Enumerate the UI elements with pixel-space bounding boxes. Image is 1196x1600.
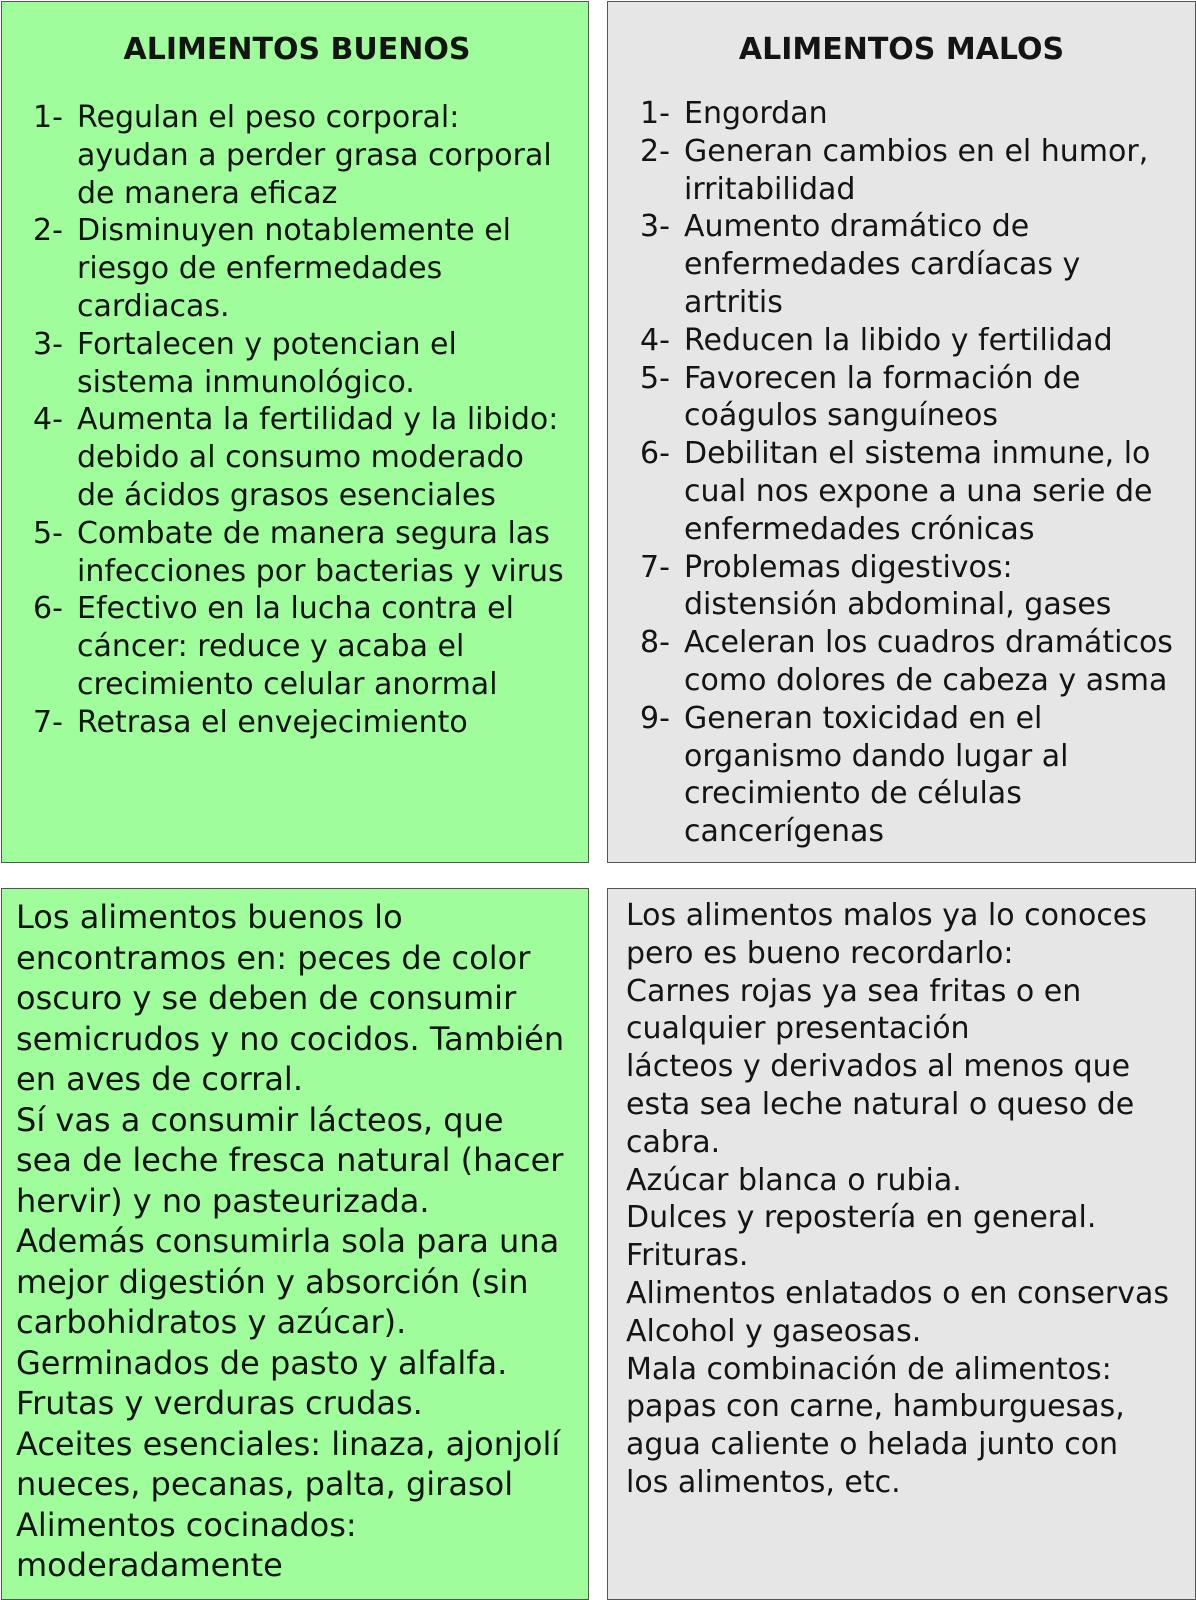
list-item-text-line: riesgo de enfermedades bbox=[77, 251, 443, 287]
text-line: lácteos y derivados al menos que bbox=[626, 1049, 1131, 1085]
good-foods-title: ALIMENTOS BUENOS bbox=[123, 32, 471, 67]
text-line: Sí vas a consumir lácteos, que bbox=[16, 1100, 504, 1139]
list-item-text-line: Fortalecen y potencian el bbox=[77, 326, 457, 362]
list-item-number: 7- bbox=[33, 704, 63, 740]
list-item-text-line: Aumento dramático de bbox=[684, 209, 1030, 245]
text-line: semicrudos y no cocidos. También bbox=[16, 1019, 565, 1058]
text-line: Además consumirla sola para una bbox=[16, 1222, 560, 1260]
list-item-text-line: Problemas digestivos: bbox=[684, 549, 1013, 585]
list-item-text-line: distensión abdominal, gases bbox=[684, 587, 1112, 623]
list-item-text-line: irritabilidad bbox=[684, 171, 856, 207]
list-item-text-line: debido al consumo moderado bbox=[77, 440, 524, 476]
list-item-text-line: cáncer: reduce y acaba el bbox=[77, 629, 465, 665]
text-line: mejor digestión y absorción (sin bbox=[16, 1262, 529, 1301]
text-line: Frituras. bbox=[626, 1238, 749, 1274]
list-item-number: 9- bbox=[640, 700, 670, 736]
bad-foods-title: ALIMENTOS MALOS bbox=[738, 32, 1065, 67]
list-item-text-line: Favorecen la formación de bbox=[684, 360, 1081, 396]
text-line: carbohidratos y azúcar). bbox=[16, 1303, 407, 1341]
list-item bbox=[640, 435, 1195, 548]
list-item bbox=[33, 704, 588, 742]
text-line: sea de leche fresca natural (hacer bbox=[16, 1141, 564, 1179]
text-line: Los alimentos buenos lo bbox=[16, 898, 403, 936]
list-item-number: 4- bbox=[33, 402, 63, 438]
list-item-text-line: cardiacas. bbox=[77, 288, 230, 324]
text-line: papas con carne, hamburguesas, bbox=[626, 1389, 1125, 1425]
list-item bbox=[33, 401, 588, 514]
list-item-number: 2- bbox=[640, 133, 670, 169]
list-item bbox=[640, 133, 1195, 209]
list-item-text-line: coágulos sanguíneos bbox=[684, 398, 999, 434]
list-item-text-line: de manera eficaz bbox=[77, 175, 338, 211]
text-line: moderadamente bbox=[16, 1546, 283, 1584]
text-line: Alimentos cocinados: bbox=[16, 1505, 357, 1544]
text-line: Aceites esenciales: linaza, ajonjolí bbox=[16, 1424, 561, 1463]
text-line: Carnes rojas ya sea fritas o en bbox=[626, 973, 1082, 1009]
list-item bbox=[640, 624, 1195, 700]
text-line: los alimentos, etc. bbox=[626, 1464, 901, 1500]
text-line: oscuro y se deben de consumir bbox=[16, 979, 517, 1017]
list-item-number: 6- bbox=[33, 591, 63, 627]
list-item-number: 6- bbox=[640, 436, 670, 472]
list-item-text-line: Generan cambios en el humor, bbox=[684, 133, 1149, 169]
list-item-text-line: como dolores de cabeza y asma bbox=[684, 662, 1168, 698]
bad-foods-effects-list bbox=[640, 95, 1195, 851]
list-item-number: 1- bbox=[640, 96, 670, 131]
list-item bbox=[640, 95, 1195, 133]
text-line: Germinados de pasto y alfalfa. bbox=[16, 1343, 508, 1382]
list-item-text-line: de ácidos grasos esenciales bbox=[77, 477, 496, 513]
list-item-number: 5- bbox=[33, 515, 63, 551]
text-line: pero es bueno recordarlo: bbox=[626, 935, 1014, 971]
list-item-text-line: organismo dando lugar al bbox=[684, 738, 1069, 774]
list-item-text-line: artritis bbox=[684, 284, 783, 320]
list-item-text-line: infecciones por bacterias y virus bbox=[77, 553, 564, 589]
list-item-text-line: Regulan el peso corporal: bbox=[77, 100, 460, 135]
text-line: hervir) y no pasteurizada. bbox=[16, 1181, 430, 1220]
text-line: Azúcar blanca o rubia. bbox=[626, 1162, 962, 1198]
list-item-text-line: Disminuyen notablemente el bbox=[77, 213, 512, 249]
list-item-text-line: cancerígenas bbox=[684, 814, 885, 850]
list-item-text-line: Aceleran los cuadros dramáticos bbox=[684, 625, 1173, 661]
list-item-text-line: sistema inmunológico. bbox=[77, 364, 415, 400]
list-item bbox=[33, 590, 588, 703]
list-item bbox=[33, 212, 588, 325]
list-item bbox=[640, 700, 1195, 851]
bad-foods-sources-text bbox=[608, 889, 1195, 1502]
list-item-number: 5- bbox=[640, 360, 670, 396]
list-item-text-line: Aumenta la fertilidad y la libido: bbox=[77, 402, 559, 438]
list-item-text-line: Combate de manera segura las bbox=[77, 515, 550, 551]
good-foods-benefits-box bbox=[1, 1, 589, 863]
list-item-text-line: Generan toxicidad en el bbox=[684, 700, 1043, 736]
good-foods-sources-box bbox=[1, 888, 589, 1600]
text-line: esta sea leche natural o queso de bbox=[626, 1086, 1135, 1122]
list-item-number: 3- bbox=[640, 209, 670, 245]
list-item-text-line: Reducen la libido y fertilidad bbox=[684, 322, 1113, 358]
good-foods-benefits-list bbox=[33, 99, 588, 742]
list-item-number: 3- bbox=[33, 326, 63, 362]
list-item bbox=[33, 326, 588, 402]
text-line: Los alimentos malos ya lo conoces bbox=[626, 898, 1147, 933]
list-item-text-line: enfermedades crónicas bbox=[684, 511, 1035, 547]
list-item bbox=[640, 360, 1195, 436]
list-item-text-line: enfermedades cardíacas y bbox=[684, 247, 1081, 283]
list-item bbox=[33, 99, 588, 212]
text-line: agua caliente o helada junto con bbox=[626, 1427, 1119, 1463]
list-item-text-line: Efectivo en la lucha contra el bbox=[77, 591, 514, 627]
text-line: Mala combinación de alimentos: bbox=[626, 1351, 1112, 1387]
list-item-number: 4- bbox=[640, 322, 670, 358]
text-line: nueces, pecanas, palta, girasol bbox=[16, 1465, 514, 1503]
bad-foods-effects-box bbox=[607, 1, 1196, 863]
list-item-number: 2- bbox=[33, 213, 63, 249]
text-line: Frutas y verduras crudas. bbox=[16, 1384, 423, 1422]
text-line: encontramos en: peces de color bbox=[16, 938, 531, 977]
list-item-text-line: Retrasa el envejecimiento bbox=[77, 704, 468, 740]
text-line: en aves de corral. bbox=[16, 1060, 303, 1098]
list-item-text-line: Engordan bbox=[684, 96, 828, 131]
list-item-text-line: crecimiento de células bbox=[684, 776, 1022, 812]
text-line: Alimentos enlatados o en conservas bbox=[626, 1275, 1170, 1311]
list-item-text-line: Debilitan el sistema inmune, lo bbox=[684, 436, 1151, 472]
list-item-number: 8- bbox=[640, 625, 670, 661]
bad-foods-sources-box bbox=[607, 888, 1196, 1600]
list-item-number: 1- bbox=[33, 100, 63, 135]
list-item-number: 7- bbox=[640, 549, 670, 585]
text-line: cabra. bbox=[626, 1124, 721, 1160]
list-item bbox=[640, 322, 1195, 360]
list-item-text-line: cual nos expone a una serie de bbox=[684, 473, 1153, 509]
text-line: cualquier presentación bbox=[626, 1011, 970, 1047]
good-foods-sources-text bbox=[2, 889, 588, 1586]
list-item-text-line: ayudan a perder grasa corporal bbox=[77, 137, 552, 173]
list-item-text-line: crecimiento celular anormal bbox=[77, 666, 498, 702]
text-line: Alcohol y gaseosas. bbox=[626, 1313, 922, 1349]
list-item bbox=[640, 549, 1195, 625]
list-item bbox=[33, 515, 588, 591]
text-line: Dulces y repostería en general. bbox=[626, 1200, 1097, 1236]
list-item bbox=[640, 208, 1195, 321]
